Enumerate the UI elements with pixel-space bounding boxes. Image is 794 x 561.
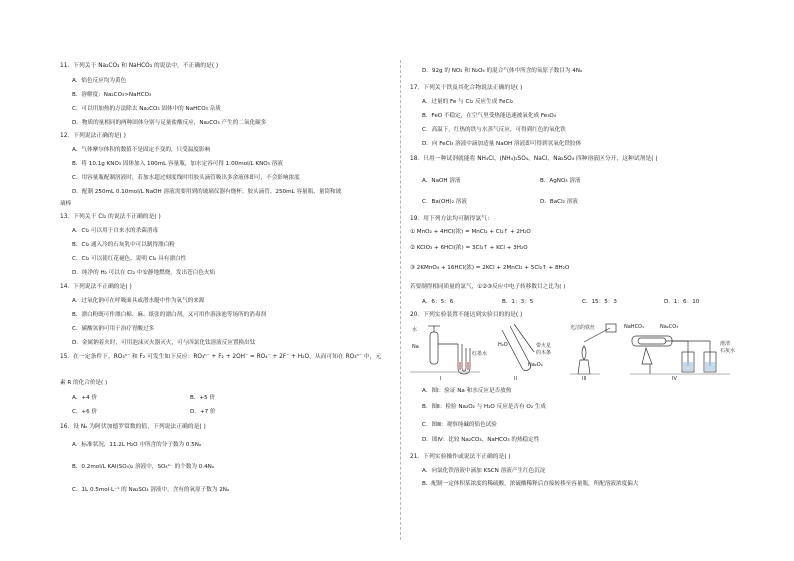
- q19-option-c: C．15：5：3: [582, 299, 617, 305]
- fig1-red-ink-label: 红墨水: [472, 351, 488, 357]
- q19-stem: 19．用下列方法均可制得氯气：: [410, 216, 493, 222]
- q12-option-c: C．用容量瓶配制溶液时，若加水超过刻度线时用胶头滴管吸出多余液体即可，不会影响浓度: [72, 175, 300, 181]
- q12-option-d-cont: 璃棒: [60, 201, 72, 207]
- q20-option-c: C．图Ⅲ：观察纯碱的焰色试验: [422, 422, 497, 428]
- fig3-numeral: III: [582, 376, 587, 382]
- q15-option-a: A．+4 价: [72, 395, 98, 401]
- q12-option-a: A．气体摩尔体积的数值不是固定不变的，只受温度影响: [72, 147, 211, 153]
- q18-option-b: B．AgNO₃ 溶液: [540, 178, 581, 184]
- q20-option-d: D．图Ⅳ：比较 Na₂CO₃、NaHCO₃ 的热稳定性: [422, 437, 540, 443]
- fig1-na-label: Na: [412, 344, 419, 350]
- q12-stem: 12．下列说法正确的是( ): [60, 133, 126, 139]
- q14-option-b: B．漂白粉既可作漂白棉、麻、纸张的漂白剂，又可用作游泳池等场所的消毒剂: [72, 312, 267, 318]
- q21-option-b: B．配制一定体积某浓度的稀硫酸，浓硫酸稀释后直接转移至容量瓶，所配溶液浓度偏大: [422, 481, 639, 487]
- q12-option-d: D．配制 250mL 0.10mol/L NaOH 溶液需要用到的玻璃仪器有烧杯、胶头滴管、250mL 容量瓶、量筒和玻: [72, 189, 342, 195]
- q19-option-a: A．6：5：6: [422, 299, 454, 305]
- q18-option-d: D．BaCl₂ 溶液: [540, 199, 578, 205]
- q13-option-d: D．纯净的 H₂ 可以在 Cl₂ 中安静地燃烧，发出苍白色火焰: [72, 270, 216, 276]
- q18-option-a: A．NaOH 溶液: [422, 178, 461, 184]
- q17-option-a: A．过量的 Fe 与 Cl₂ 反应生成 FeCl₂: [422, 99, 514, 105]
- q13-option-b: B．Cl₂ 通入冷的石灰乳中可以制得漂白粉: [72, 242, 175, 248]
- q14-option-c: C．碳酸氢钠可用于治疗胃酸过多: [72, 326, 155, 332]
- q15-stem-cont: 素 R 的化合价是( ): [60, 380, 108, 386]
- q17-option-d: D．向 FeCl₃ 溶液中滴加适量 NaOH 溶液即可得到氢氧化铁胶体: [422, 141, 582, 147]
- q11-option-a: A．焰色反应均为黄色: [72, 78, 127, 84]
- q11-stem: 11．下列关于 Na₂CO₃ 和 NaHCO₃ 的说法中，不正确的是( ): [60, 63, 219, 69]
- q19-option-d: D．1：6：10: [664, 299, 700, 305]
- q18-stem: 18．只用一种试剂就能将 NH₄Cl、(NH₄)₂SO₄、NaCl、Na₂SO₄ 四种溶液区分开，这种试剂是( ): [410, 156, 658, 162]
- fig2-numeral: II: [514, 376, 517, 382]
- q15-stem: 15．在一定条件下，RO₃ⁿ⁻ 和 F₂ 可发生如下反应：RO₃ⁿ⁻ + F₂ + 2OH⁻ = RO₄⁻ + 2F⁻ + H₂O，从而可知在 RO₃ⁿ⁻ 中，元: [60, 354, 382, 360]
- q14-option-a: A．过氧化钠可在呼吸面具或潜水艇中作为氧气的来源: [72, 298, 205, 304]
- fig2-h2o-label: H₂O: [498, 342, 508, 348]
- q17-option-c: C．高温下，红热的铁与水蒸气反应，可得到红色的氧化铁: [422, 127, 566, 133]
- q16-option-a: A．标准状况，11.2L H₂O 中所含的分子数为 0.5Nₐ: [72, 442, 202, 448]
- fig4-limewater-label-2: 石灰水: [720, 348, 736, 354]
- q15-option-c: C．+6 价: [72, 409, 98, 415]
- fig4-na2co3-label: Na₂CO₃: [660, 324, 679, 330]
- q16-option-b: B．0.2mol/L KAl(SO₄)₂ 溶液中，SO₄²⁻ 的个数为 0.4Nₐ: [72, 464, 215, 470]
- q11-option-b: B．溶解度：Na₂CO₃>NaHCO₃: [72, 92, 152, 98]
- q19-reaction-1: ① MnO₂ + 4HCl(浓) = MnCl₂ + Cl₂↑ + 2H₂O: [410, 229, 531, 235]
- q11-option-d: D．物质的量相同的两种固体分别与足量盐酸反应，Na₂CO₃ 产生的二氧化碳多: [72, 120, 267, 126]
- column-divider: [400, 60, 401, 540]
- q18-option-c: C．Ba(OH)₂ 溶液: [422, 199, 467, 205]
- q17-stem: 17．下列关于铁及其化合物说法正确的是( ): [410, 85, 523, 91]
- q12-option-b: B．将 10.1g KNO₃ 固体加入 100mL 容量瓶，加水定容可得 1.00mol/L KNO₃ 溶液: [72, 161, 283, 167]
- q16-stem: 16．设 Nₐ 为阿伏加德罗常数的值，下列说法正确的是( ): [60, 424, 206, 430]
- q13-option-c: C．Cl₂ 可以使红花褪色，说明 Cl₂ 具有漂白性: [72, 256, 187, 262]
- fig2-splint-label: 带火星: [536, 343, 552, 349]
- fig4-numeral: IV: [672, 376, 677, 382]
- fig2-splint-label-2: 的木条: [536, 350, 552, 356]
- apparatus-diagram: [410, 322, 750, 384]
- q16-option-d: D．92g 的 NO₂ 和 N₂O₄ 的混合气体中所含的氧原子数目为 4Nₐ: [422, 68, 583, 74]
- q14-option-d: D．金属钠着火时，可用泡沫灭火器灭火，可与四氯化钛溶液反应置换出钛: [72, 340, 256, 346]
- q15-option-b: B．+5 价: [190, 395, 216, 401]
- fig3-wire-label: 光洁的铁丝: [570, 325, 596, 331]
- q20-option-a: A．图Ⅰ：验证 Na 和水反应是否放热: [422, 388, 512, 394]
- q19-reaction-3: ③ 2KMnO₄ + 16HCl(浓) = 2KCl + 2MnCl₂ + 5Cl₂↑ + 8H₂O: [410, 265, 570, 271]
- fig4-limewater-label: 澄清: [720, 341, 731, 347]
- q16-option-c: C．1L 0.5mol·L⁻¹ 的 Na₂SO₄ 溶液中，含有的氧原子数为 2Nₐ: [72, 487, 230, 493]
- fig1-water-label: 水: [412, 327, 418, 333]
- q20-apparatus-figure: [410, 322, 750, 384]
- q20-option-b: B．图Ⅱ：检验 Na₂O₂ 与 H₂O 反应是否有 O₂ 生成: [422, 404, 546, 410]
- q15-option-d: D．+7 价: [190, 409, 216, 415]
- q19-option-b: B．1：3：5: [502, 299, 534, 305]
- fig4-nahco3-label: NaHCO₃: [624, 324, 644, 330]
- q17-option-b: B．FeO 不稳定，在空气里受热能迅速被氧化成 Fe₃O₄: [422, 113, 557, 119]
- q13-stem: 13．下列关于 Cl₂ 的说法不正确的是( ): [60, 214, 161, 220]
- q19-question: 若要制得相同质量的氯气，①②③反应中电子转移数目之比为( ): [410, 284, 566, 290]
- q14-stem: 14．下列说法不正确的是( ): [60, 284, 132, 290]
- fig1-numeral: I: [440, 376, 442, 382]
- fig2-na2o2-label: Na₂O₂: [528, 362, 543, 368]
- q20-stem: 20．下列实验装置不能达到实验目的的是( ): [410, 312, 523, 318]
- q19-reaction-2: ② KClO₃ + 6HCl(浓) = 3Cl₂↑ + KCl + 3H₂O: [410, 245, 528, 251]
- q11-option-c: C．可以用加热的方法除去 Na₂CO₃ 固体中的 NaHCO₃ 杂质: [72, 106, 221, 112]
- q21-stem: 21．下列实验操作或说法不正确的是( ): [410, 454, 511, 460]
- q21-option-a: A．向氯化铁溶液中滴加 KSCN 溶液产生红色沉淀: [422, 468, 546, 474]
- q13-option-a: A．Cl₂ 可以用于自来水的杀菌消毒: [72, 228, 159, 234]
